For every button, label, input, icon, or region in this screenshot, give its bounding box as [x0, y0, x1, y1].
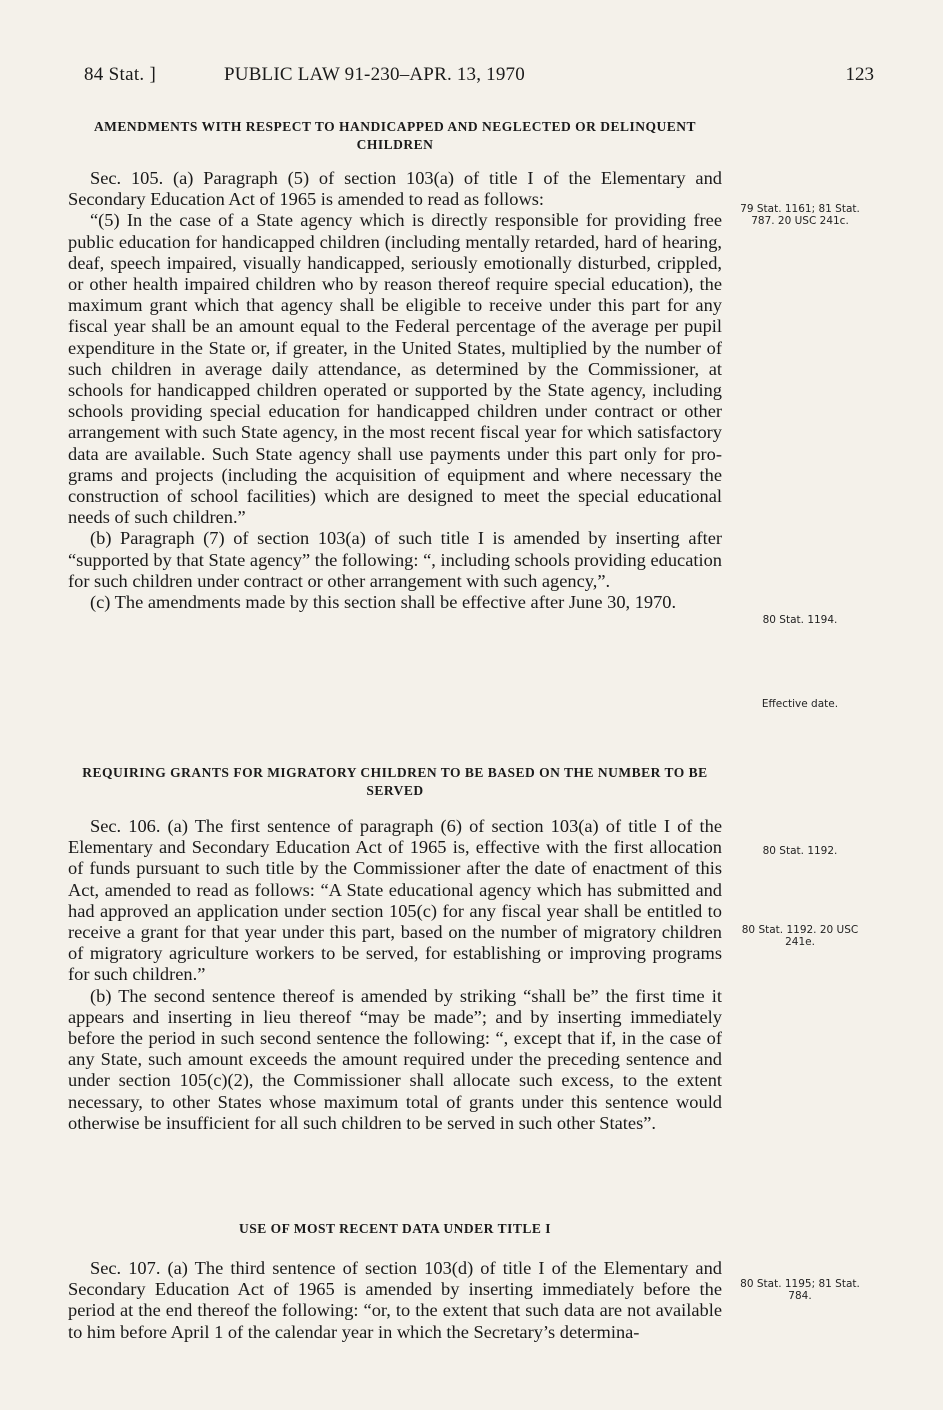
margin-note: 80 Stat. 1194.	[762, 614, 838, 626]
section-heading: REQUIRING GRANTS FOR MIGRATORY CHILDREN TO BE BASED ON THE NUMBER TO BE SERVED	[82, 765, 708, 798]
quoted-paragraph: “(5) In the case of a State agency which is directly responsible for providing free public education for handicapped children (including mentally retarded, hard of hearing, deaf, speech impaired, visually handicapped, seriously emotionally disturbed, crippled, or other health impaired children who by reason thereof require special education), the maximum grant which that agency shall be eligible to receive under this part for any fiscal year shall be an amount equal to the Federal percentage of the average per pupil expenditure in the State or, if greater, in the United States, multiplied by the number of such children in average daily attendance, as determined by the Commissioner, at schools for handicapped children operated or supported by the State agency, including schools providing special education for handicapped children under contract or other arrangement with such State agency, in the most recent fiscal year for which satisfactory data are available. Such State agency shall use payments under this part only for programs and projects (including the acquisition of equipment and where necessary the construction of school facilities) which are designed to meet the special educational needs of such children.”	[68, 210, 722, 528]
section-107	[68, 1220, 722, 1343]
page-number: 123	[845, 64, 874, 85]
section-105	[68, 118, 722, 613]
margin-note: 80 Stat. 1195; 81 Stat. 784.	[740, 1278, 860, 1302]
paragraph: (b) Paragraph (7) of section 103(a) of such title I is amended by inserting after “supported by that State agency” the following: “, including schools providing education for such children under contract or other arrangement with such agency,”.	[68, 528, 722, 591]
volume-citation: 84 Stat. ]	[84, 64, 157, 85]
margin-note: 80 Stat. 1192.	[762, 845, 838, 857]
margin-note: 80 Stat. 1192. 20 USC 241e.	[741, 924, 859, 948]
paragraph: (c) The amendments made by this section shall be effective after June 30, 1970.	[90, 592, 677, 613]
running-header	[84, 64, 874, 94]
section-106	[68, 764, 722, 1134]
margin-note: 79 Stat. 1161; 81 Stat. 787. 20 USC 241c.	[740, 203, 860, 227]
margin-note: Effective date.	[761, 698, 839, 710]
paragraph: Sec. 107. (a) The third sentence of section 103(d) of title I of the Elementary and Secondary Education Act of 1965 is amended by inserting immediately before the period at the end thereof the following: “or, to the extent that such data are not available to him before April 1 of the calendar year in which the Secretary’s determina-	[68, 1258, 722, 1342]
section-heading: USE OF MOST RECENT DATA UNDER TITLE I	[239, 1221, 551, 1236]
paragraph: Sec. 105. (a) Paragraph (5) of section 103(a) of title I of the Elementary and Secondary Education Act of 1965 is amended to read as follows:	[68, 168, 722, 210]
paragraph: Sec. 106. (a) The first sentence of paragraph (6) of section 103(a) of title I of the Elementary and Secondary Education Act of 1965 is, effective with the first allocation of funds pursuant to such title by the Commissioner after the date of enactment of this Act, amended to read as follows: “A State educational agency which has submitted and had approved an application under section 105(c) for any fiscal year shall be entitled to receive a grant for that year under this part, based on the number of migratory children of migratory agriculture workers to be served, for establishing or improving programs for such children.”	[68, 816, 722, 985]
law-title: PUBLIC LAW 91-230–APR. 13, 1970	[224, 64, 525, 85]
paragraph: (b) The second sentence thereof is amended by striking “shall be” the first time it appears and inserting in lieu thereof “may be made”; and by inserting immediately before the period in such second sentence the following: “, except that if, in the case of any State, such amount exceeds the amount required under the preceding sentence and under section 105(c)(2), the Commissioner shall allocate such excess, to the extent necessary, to other States whose maximum total of grants under this sentence would otherwise be insufficient for all such children to be served in such other States”.	[68, 985, 722, 1133]
section-heading: AMENDMENTS WITH RESPECT TO HANDICAPPED AND NEGLECTED OR DELINQUENT CHILDREN	[93, 119, 697, 152]
